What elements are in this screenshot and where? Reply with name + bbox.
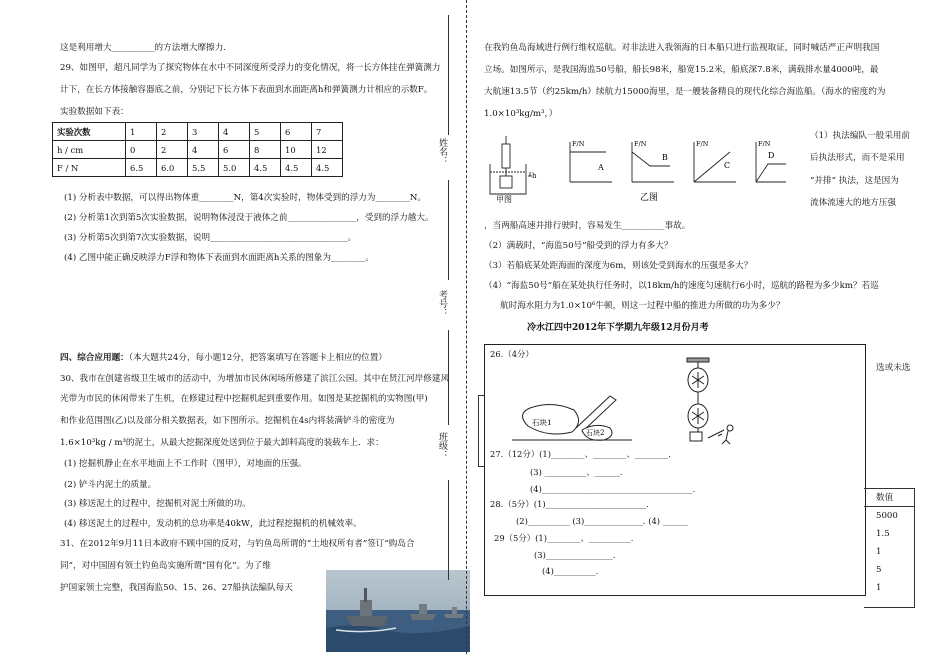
ans-27-line2: (3) __________、______. — [530, 467, 623, 477]
q30-sub4: (4) 移送泥土的过程中，发动机的总功率是40kW，此过程挖掘机的机械效率。 — [64, 519, 362, 529]
q31-sub1-line2: 后执法形式，而不是采用 — [810, 153, 905, 163]
q30-line4: 1.6×10³kg / m³的泥土，从最大挖掘深度处送到位于最大卸料高度的装载车上．求： — [60, 438, 384, 448]
svg-text:C: C — [724, 161, 731, 170]
ans-29-line2: (3)________________. — [534, 550, 616, 560]
table-row: 实验次数 1 2 3 4 5 6 7 — [53, 123, 343, 141]
warship-photo — [326, 570, 470, 652]
cutoff-table-cell: 1 — [876, 583, 882, 593]
section-4-heading: 四、综合应用题：（本大题共24分，每小题12分，把答案填写在答题卡上相应的位置） — [60, 353, 387, 363]
q31-sub4-line1: （4）“海监50号”船在某处执行任务时，以18km/h的速度匀速航行6小时，巡航的路程为多少km？若巡 — [484, 281, 879, 291]
svg-text:F/N: F/N — [758, 140, 771, 148]
graph-b — [632, 142, 674, 182]
answer-sheet-title: 冷水江四中2012年下学期九年级12月份月考 — [527, 323, 709, 333]
q30-sub2: (2) 铲斗内泥土的质量。 — [64, 480, 157, 490]
q31-cont-line3: 大航速13.5节（约25km/h）续航力15000海里，是一艘装备精良的现代化综合海监船。（海水的密度约为 — [484, 87, 886, 97]
svg-text:石块1: 石块1 — [532, 418, 552, 427]
ans-26-label: 26.（4分） — [490, 349, 534, 359]
binding-line — [448, 180, 449, 280]
q31-sub2: （2）满载时，“海监50号”船受到的浮力有多大？ — [484, 241, 673, 251]
binding-line — [448, 330, 449, 425]
q30-line1: 30、我市在创建省级卫生城市的活动中，为增加市民休闲场所修建了滨江公园。其中在贤江河岸修建风 — [60, 374, 450, 384]
q29-sub1: (1) 分析表中数据，可以得出物体重________N，第4次实验时，物体受到的浮力为________N。 — [64, 193, 426, 203]
cutoff-table-header: 数值 — [876, 493, 894, 503]
cutoff-table-cell: 5 — [876, 565, 882, 575]
experiment-table — [52, 122, 343, 177]
q29-line1: 29、如图甲，超凡同学为了探究物体在水中不同深度所受浮力的变化情况，将一长方体挂在弹簧测力 — [60, 63, 441, 73]
h-label: h — [532, 172, 537, 180]
q29-sub4: (4) 乙图中能正确反映浮力F浮和物体下表面到水面距离h关系的图象为________。 — [64, 253, 374, 263]
ans-29-line1: 29（5分）(1)________、__________. — [494, 533, 634, 543]
q29-sub3: (3) 分析第5次到第7次实验数据，说明________________________________。 — [64, 233, 357, 243]
class-field-label: 班级： — [437, 432, 447, 459]
q31-cont-line2: 立场。如图所示，是我国海监50号船，船长98米，船宽15.2米，船底深7.8米，满载排水量4000吨，最 — [484, 65, 879, 75]
q31-sub1-cont: ，当两船高速并排行驶时，容易发生__________事故。 — [484, 221, 691, 231]
q30-line2: 光带为市民的休闲带来了生机，在修建过程中挖掘机起到重要作用。如图是某挖掘机的实物图(甲) — [60, 394, 428, 404]
graph-a — [570, 142, 612, 182]
q31-sub1-line3: “并排” 执法，这是因为 — [810, 176, 899, 186]
ans-28-line2: (2)__________ (3)______________. (4) ______ — [516, 516, 688, 526]
q31-line2: 同”，对中国固有领土钓鱼岛实施所谓“国有化”。为了维 — [60, 561, 271, 571]
q31-cont-line1: 在我钓鱼岛海域进行例行维权巡航。对非法进入我领海的日本船只进行监视取证，同时喊话严正声明我国 — [484, 43, 880, 53]
q30-sub1: (1) 挖掘机静止在水平地面上不工作时（图甲），对地面的压强。 — [64, 459, 307, 469]
q29-line2: 计下，在长方体接触容器底之前，分别记下长方体下表面到水面距离h和弹簧测力计相应的示数F。 — [60, 85, 433, 95]
q31-cont-line4: 1.0×10³kg/m³，） — [484, 109, 558, 119]
binding-line — [448, 15, 449, 135]
q29-table-intro: 实验数据如下表： — [60, 107, 129, 117]
ans-27-line3: (4)____________________________________. — [530, 484, 696, 494]
svg-text:F/N: F/N — [634, 140, 647, 148]
q29-sub2: (2) 分析第1次到第5次实验数据，说明物体浸没于液体之前________________，受到的浮力越大。 — [64, 213, 434, 223]
cutoff-table-cell: 1.5 — [876, 529, 890, 539]
q31-line3: 护国家领土完整，我国海监50、15、26、27船执法编队每天 — [60, 583, 293, 593]
binding-line — [448, 480, 449, 580]
q31-sub1-line1: （1）执法编队一般采用前 — [810, 131, 910, 141]
table-row: h / cm 0 2 4 6 8 10 12 — [53, 141, 343, 159]
exam-number-label: 考号： — [437, 290, 447, 317]
q31-sub3: （3）若船底某处距海面的深度为6m，则该处受到海水的压强是多大？ — [484, 261, 753, 271]
svg-text:F/N: F/N — [696, 140, 709, 148]
graph-d — [756, 142, 786, 182]
binding-dashed-line — [466, 0, 467, 654]
q28-end-line: 这是利用增大__________的方法增大摩擦力. — [60, 43, 227, 53]
q31-line1: 31、在2012年9月11日本政府不顾中国的反对，与钓鱼岛所谓的“土地权所有者”签订“购岛合 — [60, 539, 415, 549]
q30-line3: 和作业范围图(乙)以及部分相关数据表，如下图所示。挖掘机在4s内将装满铲斗的密度为 — [60, 416, 395, 426]
q26-lever-pulley-figure — [512, 356, 752, 448]
cutoff-table-cell: 5000 — [876, 511, 898, 521]
svg-text:石块2: 石块2 — [586, 429, 605, 437]
figure-jia-apparatus — [490, 136, 532, 194]
side-fragment: 选或未选 — [876, 363, 911, 373]
svg-text:F/N: F/N — [572, 140, 585, 148]
cutoff-table-cell: 1 — [876, 547, 882, 557]
ans-28-line1: 28.（5分）(1)________________________. — [490, 499, 649, 509]
table-row: F / N 6.5 6.0 5.5 5.0 4.5 4.5 4.5 — [53, 159, 343, 177]
ans-29-line3: (4)__________. — [542, 566, 599, 576]
q31-sub4-line2: 航时海水阻力为1.0×10⁶牛顿，则这一过程中船的推进力所做的功为多少？ — [500, 301, 785, 311]
svg-text:B: B — [662, 153, 668, 162]
svg-text:乙图: 乙图 — [640, 193, 659, 203]
svg-text:A: A — [598, 163, 604, 172]
q30-sub3: (3) 移送泥土的过程中，挖掘机对泥土所做的功。 — [64, 499, 251, 509]
q31-sub1-line4: 流体流速大的地方压强 — [810, 198, 896, 208]
svg-text:D: D — [768, 151, 775, 160]
name-field-label: 姓名： — [437, 138, 447, 165]
svg-text:甲图: 甲图 — [496, 195, 512, 204]
q29-figures — [486, 134, 786, 204]
ans-27-line1: 27.（12分）(1)________、________、________. — [490, 449, 671, 459]
